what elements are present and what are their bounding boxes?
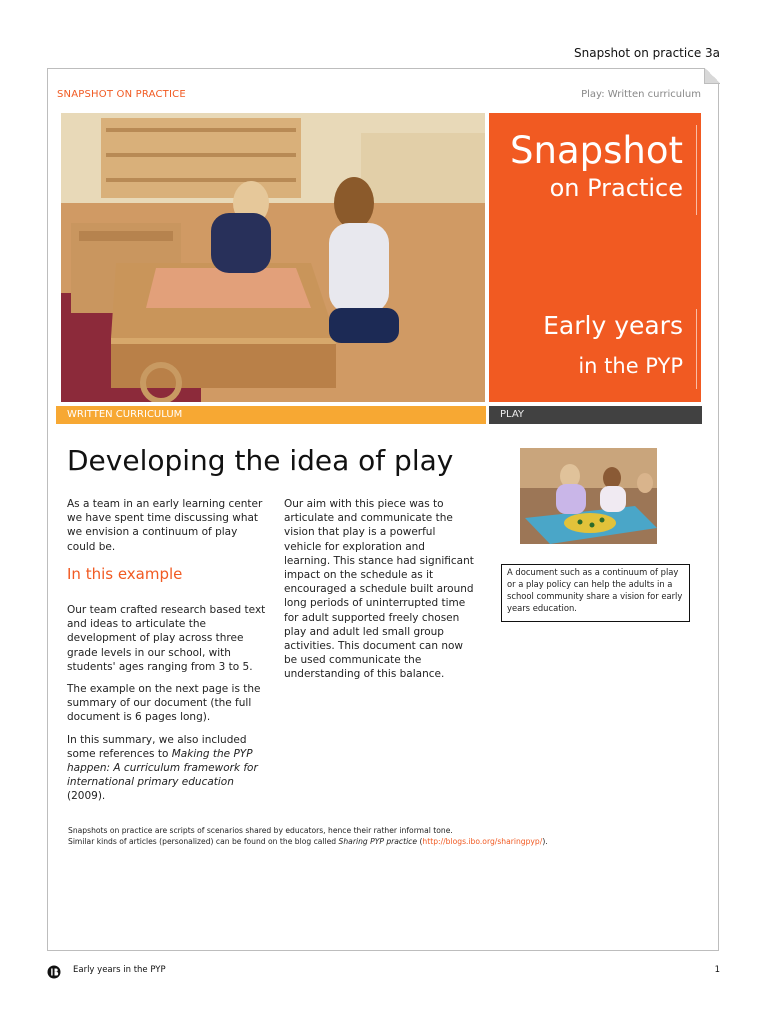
banner-line-early-years: Early years: [543, 311, 683, 340]
footnote-line-2: [68, 837, 548, 848]
in-this-example-heading: In this example: [67, 564, 183, 583]
aim-paragraph: Our aim with this piece was to articulate and communicate the vision that play is a powerful vehicle for exploration and learning. This stance had significant impact on the schedule as it encouraged a schedule built around long periods of uninterrupted time for adult supported freely chosen play and adult led small group activities. This document can now be used communicate the understanding of this balance.: [284, 498, 474, 681]
references-paragraph: [67, 733, 267, 804]
side-photo-children-table: [520, 448, 657, 544]
footnote: [68, 826, 548, 847]
ib-logo-icon: [47, 965, 61, 979]
blog-link[interactable]: http://blogs.ibo.org/sharingpyp/: [422, 836, 543, 846]
banner-line-in-the-pyp: in the PYP: [578, 354, 683, 378]
page-fold-corner: [704, 68, 720, 84]
footnote-tail: ).: [542, 836, 548, 846]
header-section-label: SNAPSHOT ON PRACTICE: [57, 89, 186, 100]
team-paragraph: Our team crafted research based text and ideas to articulate the development of play across three grade levels in our school, with students' ages ranging from 3 to 5.: [67, 604, 266, 673]
footnote-line-1: Snapshots on practice are scripts of scenarios shared by educators, hence their rather informal tone.: [68, 826, 453, 835]
side-photo-illustration: [520, 448, 657, 544]
column-middle: [284, 497, 474, 690]
page-number: 1: [714, 965, 720, 975]
hero-photo-children-blocks: [61, 113, 485, 402]
footer-title: Early years in the PYP: [73, 965, 166, 975]
banner-divider: [696, 309, 697, 389]
references-lead: In this summary, we also included some references to: [67, 733, 247, 760]
header-topic-label: Play: Written curriculum: [581, 89, 701, 100]
banner-line-on-practice: on Practice: [549, 174, 683, 202]
hero-photo-illustration: [61, 113, 485, 402]
intro-paragraph: As a team in an early learning center we have spent time discussing what we envision a continuum of play could be.: [67, 498, 263, 553]
page-top-label: Snapshot on practice 3a: [574, 46, 720, 60]
references-book-title: Making the PYP happen: A curriculum framework for international primary education: [67, 747, 258, 789]
photo-caption-box: A document such as a continuum of play or a play policy can help the adults in a school community share a vision for early years education.: [501, 564, 690, 622]
references-tail: (2009).: [67, 790, 106, 803]
article-title: Developing the idea of play: [67, 444, 454, 477]
column-left: [67, 497, 267, 812]
footnote-mid: (: [417, 836, 423, 846]
title-banner: [489, 113, 701, 402]
banner-divider: [696, 125, 697, 215]
footnote-lead: Similar kinds of articles (personalized) can be found on the blog called: [68, 836, 339, 846]
blog-name: Sharing PYP practice: [338, 836, 418, 846]
summary-paragraph: The example on the next page is the summary of our document (the full document is 6 pages long).: [67, 683, 261, 724]
banner-line-snapshot: Snapshot: [510, 129, 683, 172]
play-bar: PLAY: [489, 406, 702, 424]
written-curriculum-bar: WRITTEN CURRICULUM: [56, 406, 486, 424]
